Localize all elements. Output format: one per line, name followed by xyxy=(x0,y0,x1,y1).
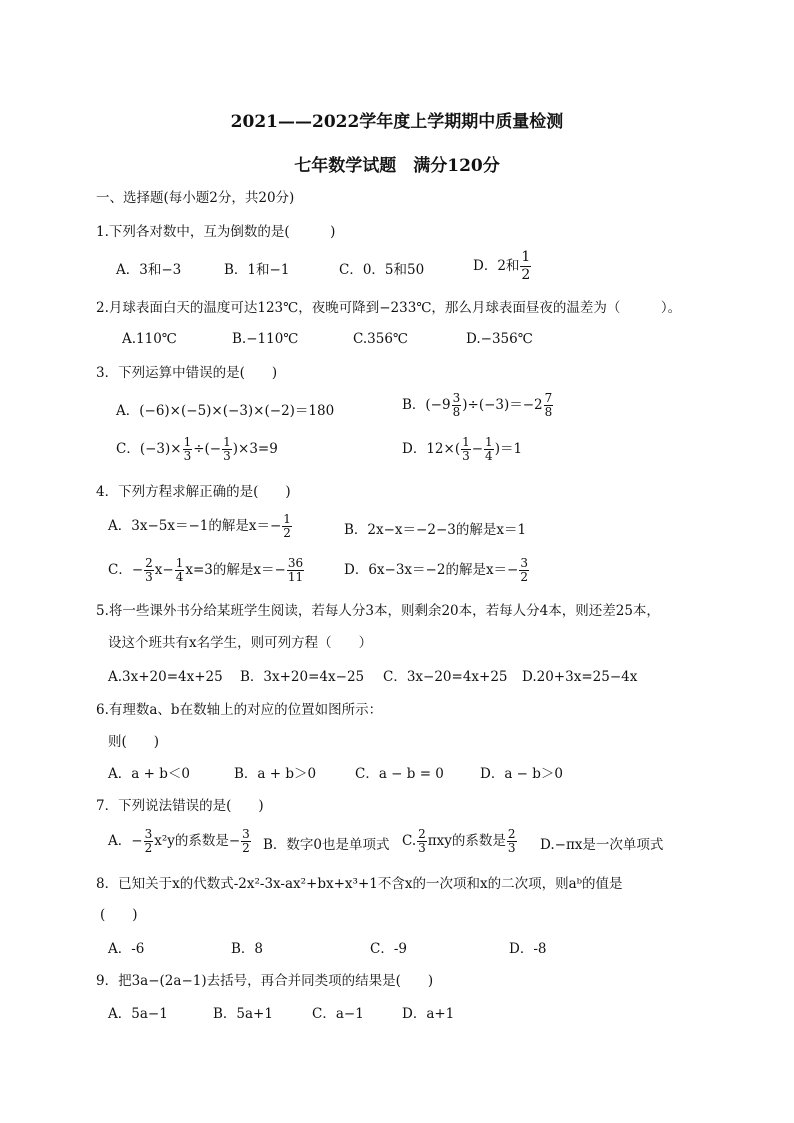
q2-option-d: D.−356℃ xyxy=(466,331,533,347)
fraction xyxy=(222,436,232,463)
denominator: 3 xyxy=(507,841,516,855)
fraction xyxy=(519,557,529,584)
numerator: 36 xyxy=(287,556,304,570)
denominator: 2 xyxy=(242,841,250,855)
q2-option-c: C.356℃ xyxy=(353,331,409,347)
denominator: 2 xyxy=(521,267,531,283)
q5-stem-line1: 5.将一些课外书分给某班学生阅读，若每人分3本，则剩余20本，若每人分4本，则还差25本， xyxy=(96,603,660,619)
q1-option-b: B．1和−1 xyxy=(224,262,290,278)
denominator: 11 xyxy=(287,570,304,584)
text: D．12×( xyxy=(402,441,461,457)
q6-option-c: C．a − b = 0 xyxy=(355,766,444,782)
numerator: 1 xyxy=(521,249,531,265)
numerator: 1 xyxy=(175,556,184,570)
fraction xyxy=(520,249,531,284)
q3-stem: 3．下列运算中错误的是( ) xyxy=(96,365,278,381)
q4-option-a xyxy=(108,513,293,540)
denominator: 4 xyxy=(485,449,493,463)
q3-option-c xyxy=(116,436,278,463)
text: x²y的系数是− xyxy=(154,833,241,849)
text: ÷(− xyxy=(193,441,222,457)
text: A．3x−5x＝−1的解是x＝− xyxy=(108,518,282,534)
q8-option-b: B．8 xyxy=(231,941,264,957)
denominator: 3 xyxy=(183,449,192,463)
q4-option-c xyxy=(108,557,305,584)
q5-option-d: D.20+3x=25−4x xyxy=(522,669,638,685)
numerator: 1 xyxy=(485,435,493,449)
fraction xyxy=(241,828,251,855)
numerator: 2 xyxy=(418,827,426,841)
q9-option-a: A．5a−1 xyxy=(108,1006,168,1022)
text: C. xyxy=(402,833,417,849)
text: )÷(−3)＝−2 xyxy=(462,397,543,413)
q4-stem: 4．下列方程求解正确的是( ) xyxy=(96,484,291,500)
q2-option-b: B.−110℃ xyxy=(232,331,299,347)
q2-option-a: A.110℃ xyxy=(122,331,177,347)
numerator: 2 xyxy=(507,827,516,841)
fraction xyxy=(484,436,494,463)
numerator: 3 xyxy=(144,827,153,841)
text: x=3的解是x＝− xyxy=(185,562,286,578)
numerator: 3 xyxy=(520,556,529,570)
q7-option-a xyxy=(108,828,252,855)
q6-stem-line1: 6.有理数a、b在数轴上的对应的位置如图所示： xyxy=(96,702,383,718)
denominator: 2 xyxy=(283,526,291,540)
q5-stem-line2: 设这个班共有x名学生，则可列方程（ ） xyxy=(108,635,373,651)
q5-option-b: B．3x+20=4x−25 xyxy=(240,669,365,685)
fraction xyxy=(417,828,427,855)
text: πxy的系数是 xyxy=(427,833,506,849)
denominator: 3 xyxy=(462,449,470,463)
denominator: 8 xyxy=(452,405,461,419)
numerator: 2 xyxy=(145,556,153,570)
q6-option-a: A．a + b＜0 xyxy=(108,766,190,782)
numerator: 1 xyxy=(283,512,291,526)
numerator: 1 xyxy=(183,435,192,449)
q8-stem-line1: 8．已知关于x的代数式-2x²-3x-ax²+bx+x³+1不含x的一次项和x的二次项，则aᵇ的值是 xyxy=(96,876,623,892)
text: C．− xyxy=(108,562,144,578)
fraction xyxy=(452,392,462,419)
fraction xyxy=(544,392,554,419)
q7-option-b: B．数字0也是单项式 xyxy=(263,837,390,853)
q8-stem-line2: ( ) xyxy=(100,907,138,923)
fraction xyxy=(144,828,154,855)
q1-option-d-text: D．2和 xyxy=(473,258,520,274)
numerator: 3 xyxy=(242,827,250,841)
text: − xyxy=(471,441,484,457)
q5-option-a: A.3x+20=4x+25 xyxy=(108,669,223,685)
q9-stem: 9．把3a−(2a−1)去括号，再合并同类项的结果是( ) xyxy=(96,973,434,989)
q6-stem-line2: 则( ) xyxy=(108,734,160,750)
q2-stem: 2.月球表面白天的温度可达123℃，夜晚可降到−233℃，那么月球表面昼夜的温差为（ ）。 xyxy=(96,300,682,316)
numerator: 1 xyxy=(223,435,231,449)
q7-option-c xyxy=(402,828,518,855)
fraction xyxy=(175,557,185,584)
numerator: 1 xyxy=(462,435,470,449)
q3-option-d xyxy=(402,436,522,463)
q8-option-d: D．-8 xyxy=(509,941,547,957)
text: )＝1 xyxy=(494,441,523,457)
page-subtitle: 七年数学试题 满分120分 xyxy=(294,156,500,176)
denominator: 2 xyxy=(520,570,529,584)
fraction xyxy=(144,557,154,584)
denominator: 8 xyxy=(544,405,553,419)
page-title: 2021——2022学年度上学期期中质量检测 xyxy=(230,112,564,132)
fraction xyxy=(287,557,304,584)
denominator: 3 xyxy=(145,570,153,584)
fraction xyxy=(183,436,193,463)
q6-option-b: B．a + b＞0 xyxy=(234,766,317,782)
q7-stem: 7．下列说法错误的是( ) xyxy=(96,798,264,814)
text: )×3=9 xyxy=(232,441,278,457)
numerator: 7 xyxy=(544,391,553,405)
fraction xyxy=(461,436,471,463)
q9-option-c: C．a−1 xyxy=(312,1006,364,1022)
q6-option-d: D．a − b＞0 xyxy=(480,766,563,782)
text: A．− xyxy=(108,833,143,849)
q3-option-b xyxy=(402,392,554,419)
denominator: 3 xyxy=(418,841,426,855)
denominator: 2 xyxy=(144,841,153,855)
text: x− xyxy=(154,562,174,578)
text: C．(−3)× xyxy=(116,441,182,457)
q3-option-a: A．(−6)×(−5)×(−3)×(−2)＝180 xyxy=(116,403,335,419)
q8-option-c: C．-9 xyxy=(370,941,407,957)
section-heading: 一、选择题(每小题2分，共20分) xyxy=(96,190,295,206)
q1-option-a: A．3和−3 xyxy=(116,262,182,278)
numerator: 3 xyxy=(452,391,461,405)
text: B．(−9 xyxy=(402,397,451,413)
q7-option-d: D.−πx是一次单项式 xyxy=(540,837,664,853)
q1-option-c: C．0．5和50 xyxy=(339,262,425,278)
fraction xyxy=(282,513,292,540)
q9-option-d: D．a+1 xyxy=(402,1006,455,1022)
denominator: 3 xyxy=(223,449,231,463)
q1-stem: 1.下列各对数中，互为倒数的是( ) xyxy=(96,224,336,240)
q5-option-c: C．3x−20=4x+25 xyxy=(383,669,508,685)
fraction xyxy=(507,828,517,855)
q4-option-d xyxy=(344,557,530,584)
text: D．6x−3x＝−2的解是x＝− xyxy=(344,562,519,578)
denominator: 4 xyxy=(175,570,184,584)
q4-option-b: B．2x−x＝−2−3的解是x＝1 xyxy=(344,522,527,538)
q9-option-b: B．5a+1 xyxy=(213,1006,273,1022)
q8-option-a: A．-6 xyxy=(108,941,145,957)
q1-option-d xyxy=(473,249,532,284)
